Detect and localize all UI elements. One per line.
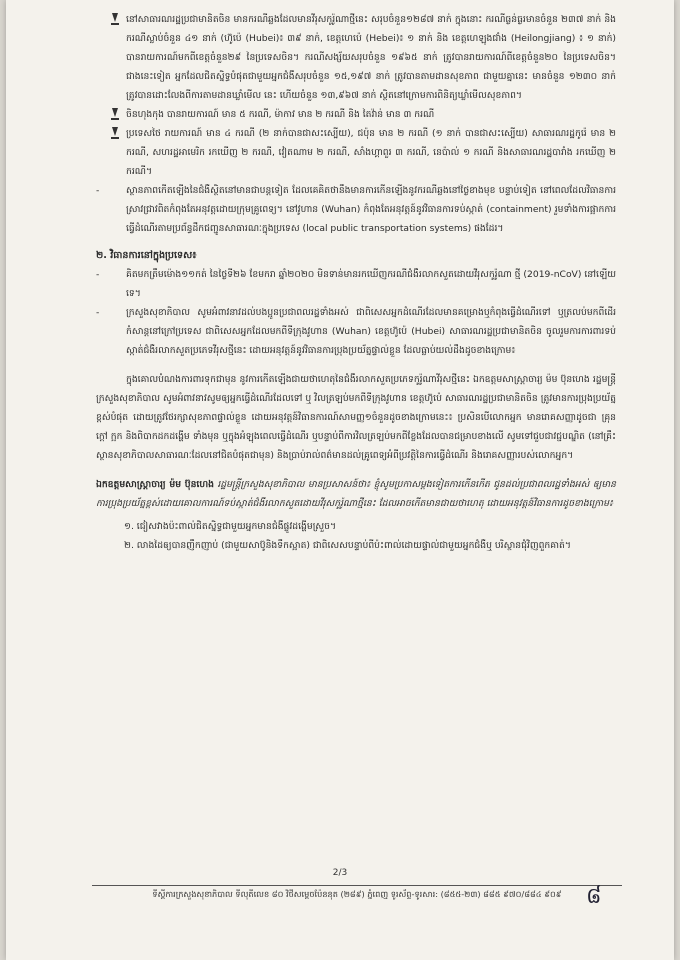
dash-item-appeal	[96, 303, 616, 360]
section-heading: ២. វិធានការនៅក្នុងប្រទេស៖	[96, 250, 197, 261]
page-number: 2/3	[332, 868, 348, 878]
bullet-text: ប្រទេសថៃ រាយការណ៍ មាន ៤ ករណី (២ នាក់បានជាសះស្បើយ), ជប៉ុន មាន ២ ករណី (១ នាក់ បានជាសះស្បើយ) សាធារណរដ្ឋកូរ៉េ មាន ២ ករណី, សហរដ្ឋអាមេរិក រកឃើញ ២ ករណី, វៀតណាម ២ ករណី, សាំងហ្គាពួរ ៣ ករណី, នេប៉ាល់ ១ ករណី និងសាធារណរដ្ឋបារាំង រកឃើញ ២ ករណី។	[126, 128, 616, 177]
document-body	[96, 10, 616, 555]
bullet-item-china	[96, 10, 616, 105]
footer-address: ទីស្តីការក្រសួងសុខាភិបាល ទីលុតីលេខ ៨០ វិថីសម្តេចប៉ែននុត (២៨៩) ភ្នំពេញ ទូរស័ព្ទ-ទូរសារ: (៨៥៥-២៣) ៨៨៥ ៩៧០/៨៨៤ ៩០៩	[152, 889, 562, 899]
dash-text: ស្ថានភាពកើតឡើងនៃជំងឺស្ថិតនៅមានជាបន្តទៀត ដែលគេគិតថានឹងមានការកើនឡើងនូវករណីឆ្លងនៅថ្ងៃខាងមុខ បន្ទាប់ទៀត នៅពេលដែលវិធានការស្រាវជ្រាវពិតកំពុងតែអនុវត្តដោយក្រុមគ្រូពេទ្យ។ នៅវូហាន (Wuhan) កំពុងតែអនុវត្តន៍នូវវិធានការទប់ស្កាត់ (containment) រួមទាំងការផ្អាកការធ្វើដំណើរតាមប្រព័ន្ធដឹកជញ្ជូនសាធារណៈក្នុងប្រទេស (local public transportation systems) ផងដែរ។	[126, 185, 616, 234]
dash-item-no-case	[96, 265, 616, 303]
dash-bullet: -	[96, 185, 100, 196]
bullet-text: ចិនហុងកុង បានរាយការណ៍ មាន ៥ ករណី, ម៉ាកាវ មាន ២ ករណី និង តៃវ៉ាន់ មាន ៣ ករណី	[126, 109, 435, 120]
numbered-item-2: ២. លាងដៃឲ្យបានញឹកញាប់ (ជាមួយសាប៊ូនិងទឹកស្អាត) ជាពិសេសបន្ទាប់ពីប៉ះពាល់ដោយផ្ទាល់ជាមួយអ្នកជំងឺឬ បរិស្ថានជុំវិញពួកគាត់។	[124, 540, 571, 551]
document-page	[6, 0, 674, 960]
dash-item-situation	[96, 181, 616, 238]
dash-bullet: -	[96, 269, 100, 280]
dash-text: ក្រសួងសុខាភិបាល សូមអំពាវនាវដល់បងប្អូនប្រជាពលរដ្ឋទាំងអស់ ជាពិសេសអ្នកដំណើរដែលមានគម្រោងឬកំពុងធ្វើដំណើរទៅ ឬត្រលប់មកពីដើរកំសាន្តនៅក្រៅប្រទេស ជាពិសេសអ្នកដែលមកពីទីក្រុងវូហាន (Wuhan) ខេត្តហ៊ូប៉េ (Hubei) សាធារណរដ្ឋប្រជាមានិតចិន ចូលរួមការការពារទប់ស្កាត់ជំងឺរលាកសួតប្រភេទវីរុសថ្មីនេះ ដោយអនុវត្តន៍នូវវិធានការប្រុងប្រយ័ត្នផ្ទាល់ខ្លួន ដែលធ្លាប់យល់ដឹងដូចខាងក្រោម៖	[126, 307, 616, 356]
numbered-item-1: ១. ជៀសវាងប៉ះពាល់ជិតស្និទ្ធជាមួយអ្នកមានជំងឺផ្លូវដង្ហើមស្រួច។	[124, 521, 337, 532]
paragraph-prevention: ក្នុងគោលបំណងការពារទុកជាមុន នូវការកើតឡើងជាយថាហេតុនៃជំងឺរលាកសួតប្រភេទកូរ៉ូណាវីរុសថ្មីនេះ ឯកឧត្តមសាស្ត្រាចារ្យ ម៉ម ប៊ុនហេង រដ្ឋមន្ត្រីក្រសួងសុខាភិបាល សូមអំពាវនាវសូមឲ្យអ្នកធ្វើដំណើរដែលទៅ ឬ វិលត្រឡប់មកពីទីក្រុងវូហាន ខេត្តហ៊ូប៉េ សាធារណរដ្ឋប្រជាមានិតចិន ត្រូវមានការប្រុងប្រយ័ត្នខ្ពស់បំផុត ដោយត្រូវថែរក្សាសុខភាពផ្ទាល់ខ្លួន ដោយអនុវត្តន៍វិធានការណ៍សាមញ្ញ១ចំនួនដូចខាងក្រោមនេះ៖ ប្រសិនបើលោកអ្នក មានរោគសញ្ញាដូចជា គ្រុនក្តៅ ក្អក និងពិបាកដកដង្ហើម ទាំងមុន ឬក្នុងអំឡុងពេលធ្វើដំណើរ ឬបន្ទាប់ពីការវិលត្រឡប់មកពីខ្លែងដែលបានជម្រាបខាងលើ សូមទៅជួបជាវជ្ជបណ្ឌិត (នៅគ្រឹះស្ថានសុខាភិបាលសាធារណៈដែលនៅជិតបំផុតជាមុន) និងប្រាប់រាល់ពត៌មានដល់គ្រូពេទ្យអំពីប្រវត្តិនៃការធ្វើដំណើរ និងរោគសញ្ញារបស់លោកអ្នក។	[96, 374, 616, 461]
quote-speaker: ឯកឧត្តមសាស្ត្រាចារ្យ ម៉ម ប៊ុនហេង	[96, 479, 214, 490]
handwritten-mark: ៨	[586, 884, 602, 909]
bullet-item-other-countries	[96, 124, 616, 181]
bullet-item-hongkong	[96, 105, 616, 124]
dash-text: គិតមកត្រឹមម៉ោង១១កត់ នៃថ្ងៃទី២៦ ខែមករា ឆ្នាំ២០២០ មិនទាន់មានរកឃើញករណីជំងឺរលាកសួតដោយវីរុសកូរ៉ូណា ថ្មី (2019-nCoV) នៅឡើយទេ។	[126, 269, 616, 299]
quote-text: រដ្ឋមន្ត្រីក្រសួងសុខាភិបាល មានប្រសាសន៍ថា៖ ខ្ញុំសូមប្រកាសម្តងទៀតការកើនកើត ជូនដល់ប្រជាពលរដ្ឋទាំងអស់ ឲ្យមានការប្រុងប្រយ័ត្នខ្ពស់ដោយគោលការណ៍ទប់ស្កាត់ជំងឺរលាកសួតដោយវីរុសកូរ៉ូណាថ្មីនេះ ដែលអាចកើតមានជាយថាហេតុ ដោយអនុវត្តន៍វិធានការដូចខាងក្រោម៖	[96, 479, 616, 509]
minister-quote	[96, 475, 616, 513]
bullet-text: នៅសាធារណរដ្ឋប្រជាមានិតចិន មានករណីឆ្លងដែលមានវីរុសកូរ៉ូណាថ្មីនេះ សរុបចំនួន១២៨៧ នាក់ ក្នុងនោះ ករណីធ្ងន់ធ្ងរមានចំនួន ២៣៧ នាក់ និងករណីស្លាប់ចំនួន ៤១ នាក់ (ហ៊ូប៉េ (Hubei)៖ ៣៩ នាក់, ខេត្តហេប៉េ (Hebei)៖ ១ នាក់ និង ខេត្តហេឡុងជាំង (Heilongjiang) ៖ ១ នាក់) បានរាយការណ៍មកពីខេត្តចំនួន២៩ នៃប្រទេសចិន។ ករណីសង្ស័យសរុបចំនួន ១៩៦៥ នាក់ ត្រូវបានរាយការណ៍ពីខេត្តចំនួន២០ នៃប្រទេសចិន។ ជាងនេះទៀត អ្នកដែលជិតស្និទ្ធបំផុតជាមួយអ្នកជំងឺសរុបចំនួន ១៥,១៩៧ នាក់ ត្រូវបានតាមដានសុខភាព ជាមួយគ្នានេះ មានចំនួន ១២៣០ នាក់ ត្រូវបានដោះលែងពីការតាមដានឃ្លាំមើល នេះ ហើយចំនួន ១៣,៩៦៧ នាក់ ស្ថិតនៅក្រោមការពិនិត្យឃ្លាំមើលសុខភាព។	[126, 14, 616, 101]
arrow-bullet-icon	[110, 127, 120, 139]
arrow-bullet-icon	[110, 108, 120, 120]
footer-divider	[92, 885, 622, 886]
dash-bullet: -	[96, 307, 100, 318]
arrow-bullet-icon	[110, 13, 120, 25]
